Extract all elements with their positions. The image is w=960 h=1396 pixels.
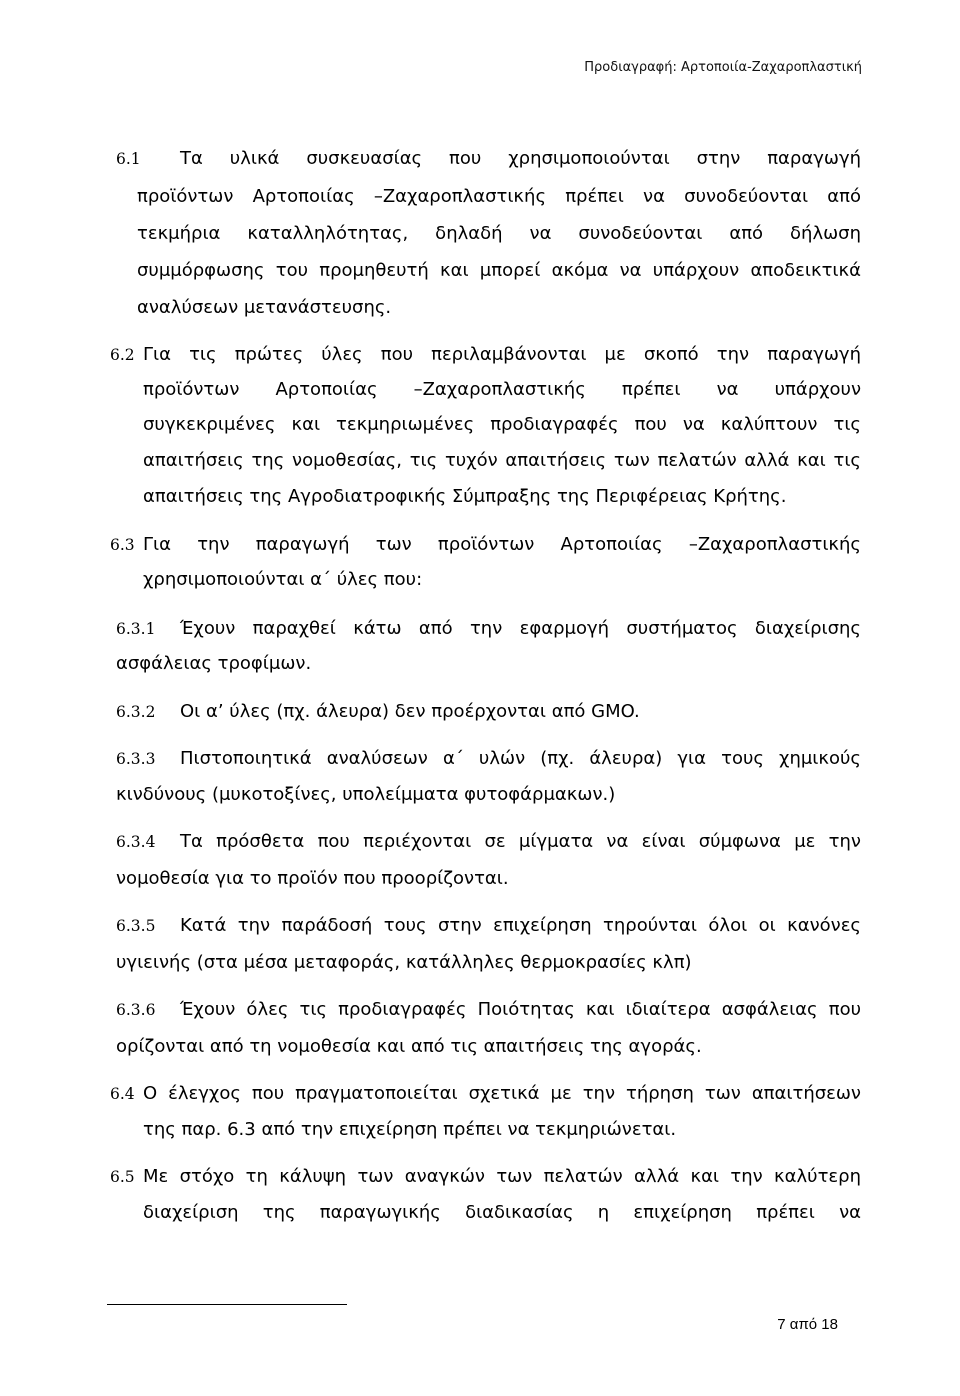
- section-number: 6.3.6: [116, 1001, 156, 1019]
- section-number: 6.3.1: [116, 620, 156, 638]
- section-line: νομοθεσία για το προϊόν που προορίζονται.: [116, 868, 509, 889]
- section-line: Με στόχο τη κάλυψη των αναγκών των πελατών αλλά και την καλύτερη: [143, 1166, 861, 1187]
- section-line: Για την παραγωγή των προϊόντων Αρτοποιίας –Ζαχαροπλαστικής: [143, 534, 861, 555]
- section-line: διαχείριση της παραγωγικής διαδικασίας η επιχείρηση πρέπει να: [143, 1202, 861, 1223]
- section-line: Για τις πρώτες ύλες που περιλαμβάνονται με σκοπό την παραγωγή: [143, 344, 861, 365]
- section-number: 6.3.2: [116, 703, 156, 721]
- section-line: Έχουν παραχθεί κάτω από την εφαρμογή συστήματος διαχείρισης: [180, 618, 861, 639]
- section-line: κινδύνους (μυκοτοξίνες, υπολείμματα φυτοφάρμακων.): [116, 784, 616, 805]
- section-line: τεκμήρια καταλληλότητας, δηλαδή να συνοδεύονται από δήλωση: [137, 223, 861, 244]
- section-line: Οι α’ ύλες (πχ. άλευρα) δεν προέρχονται από GMO.: [180, 701, 640, 722]
- section-number: 6.2: [110, 346, 135, 364]
- section-line: αναλύσεων μετανάστευσης.: [137, 297, 392, 318]
- section-line: συμμόρφωσης του προμηθευτή και μπορεί ακόμα να υπάρχουν αποδεικτικά: [137, 260, 861, 281]
- section-line: Τα υλικά συσκευασίας που χρησιμοποιούνται στην παραγωγή: [180, 148, 861, 169]
- page-number: 7 από 18: [777, 1316, 838, 1333]
- section-number: 6.4: [110, 1085, 135, 1103]
- section-line: χρησιμοποιούνται α΄ ύλες που:: [143, 569, 423, 590]
- section-number: 6.1: [116, 150, 141, 168]
- section-line: Έχουν όλες τις προδιαγραφές Ποιότητας και ιδιαίτερα ασφάλειας που: [180, 999, 861, 1020]
- section-line: ορίζονται από τη νομοθεσία και από τις απαιτήσεις της αγοράς.: [116, 1036, 702, 1057]
- section-line: Πιστοποιητικά αναλύσεων α΄ υλών (πχ. άλευρα) για τους χημικούς: [180, 748, 861, 769]
- section-line: Τα πρόσθετα που περιέχονται σε μίγματα να είναι σύμφωνα με την: [180, 831, 861, 852]
- section-number: 6.5: [110, 1168, 135, 1186]
- section-number: 6.3.4: [116, 833, 156, 851]
- section-line: ασφάλειας τροφίμων.: [116, 653, 312, 674]
- footer-rule: [107, 1304, 347, 1305]
- page-header-title: Προδιαγραφή: Αρτοποιία-Ζαχαροπλαστική: [584, 60, 862, 75]
- section-line: Ο έλεγχος που πραγματοποιείται σχετικά με την τήρηση των απαιτήσεων: [143, 1083, 861, 1104]
- section-number: 6.3.5: [116, 917, 156, 935]
- section-line: απαιτήσεις της νομοθεσίας, τις τυχόν απαιτήσεις των πελατών αλλά και τις: [143, 450, 861, 471]
- section-line: υγιεινής (στα μέσα μεταφοράς, κατάλληλες θερμοκρασίες κλπ): [116, 952, 692, 973]
- section-line: Κατά την παράδοσή τους στην επιχείρηση τηρούνται όλοι οι κανόνες: [180, 915, 861, 936]
- section-number: 6.3.3: [116, 750, 156, 768]
- section-line: της παρ. 6.3 από την επιχείρηση πρέπει να τεκμηριώνεται.: [143, 1119, 677, 1140]
- section-line: προϊόντων Αρτοποιίας –Ζαχαροπλαστικής πρέπει να συνοδεύονται από: [137, 186, 861, 207]
- section-number: 6.3: [110, 536, 135, 554]
- section-line: προϊόντων Αρτοποιίας –Ζαχαροπλαστικής πρέπει να υπάρχουν: [143, 379, 861, 400]
- section-line: συγκεκριμένες και τεκμηριωμένες προδιαγραφές που να καλύπτουν τις: [143, 414, 861, 435]
- section-line: απαιτήσεις της Αγροδιατροφικής Σύμπραξης της Περιφέρειας Κρήτης.: [143, 486, 787, 507]
